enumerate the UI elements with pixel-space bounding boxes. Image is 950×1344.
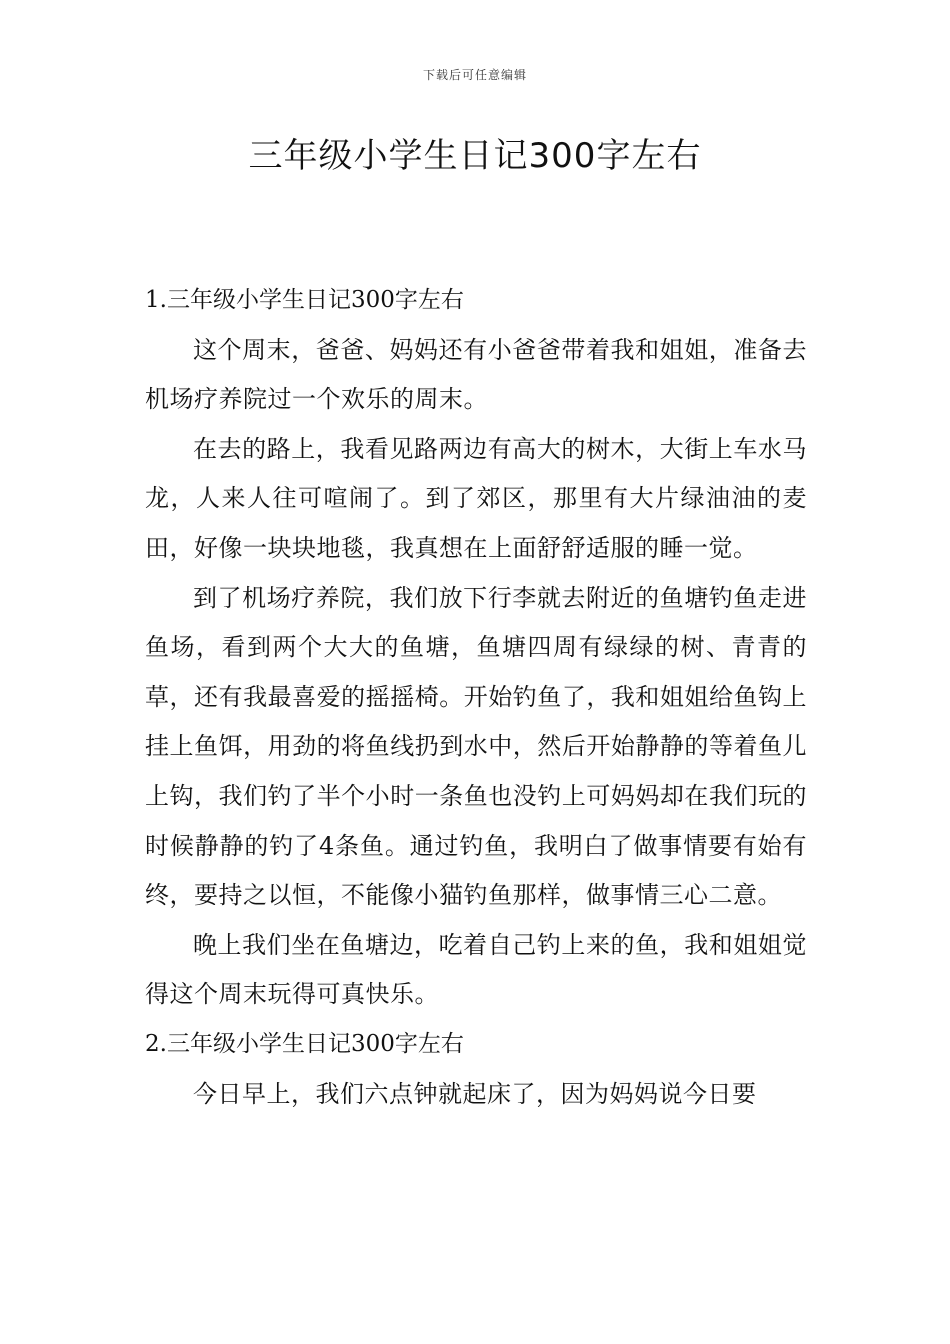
paragraph: 到了机场疗养院，我们放下行李就去附近的鱼塘钓鱼走进鱼场，看到两个大大的鱼塘，鱼塘四周有绿绿的树、青青的草，还有我最喜爱的摇摇椅。开始钓鱼了，我和姐姐给鱼钩上挂上鱼饵，用劲的将鱼线扔到水中，然后开始静静的等着鱼儿上钩，我们钓了半个小时一条鱼也没钓上可妈妈却在我们玩的时候静静的钓了4条鱼。通过钓鱼，我明白了做事情要有始有终，要持之以恒，不能像小猫钓鱼那样，做事情三心二意。 <box>145 583 807 910</box>
section-heading-1: 1.三年级小学生日记300字左右 <box>145 287 464 313</box>
paragraph: 今日早上，我们六点钟就起床了，因为妈妈说今日要 <box>193 1079 757 1108</box>
paragraph: 在去的路上，我看见路两边有高大的树木，大街上车水马龙，人来人往可喧闹了。到了郊区，那里有大片绿油油的麦田，好像一块块地毯，我真想在上面舒舒适服的睡一觉。 <box>145 434 807 562</box>
paragraph: 这个周末，爸爸、妈妈还有小爸爸带着我和姐姐，准备去机场疗养院过一个欢乐的周末。 <box>145 335 807 414</box>
document-body <box>145 276 807 1119</box>
paragraph: 晚上我们坐在鱼塘边，吃着自己钓上来的鱼，我和姐姐觉得这个周末玩得可真快乐。 <box>145 930 807 1009</box>
section-heading-2: 2.三年级小学生日记300字左右 <box>145 1030 464 1057</box>
document-title: 三年级小学生日记300字左右 <box>248 136 702 176</box>
header-note: 下载后可任意编辑 <box>422 68 527 82</box>
